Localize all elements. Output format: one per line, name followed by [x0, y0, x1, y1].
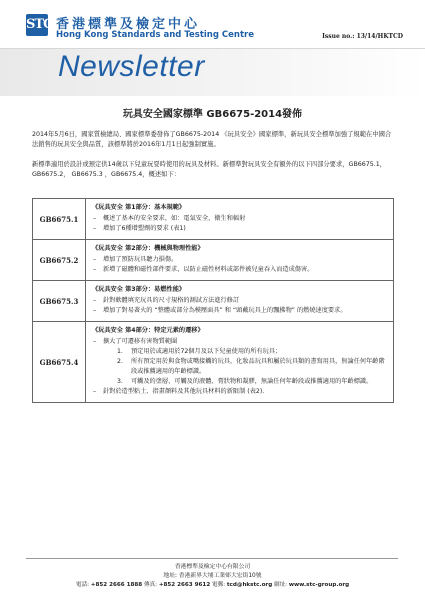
- footer-divider: [26, 558, 398, 559]
- banner-divider: [0, 48, 425, 49]
- sub-item-text: 可觸及的塗層、可觸及的液體、膏狀物和凝膠，無論任何年齡段或推薦適用的年齡標識。: [131, 378, 373, 385]
- standard-description: [86, 281, 394, 322]
- standard-code: GB6675.2: [33, 240, 86, 281]
- intro-paragraph: 新標準適用於設計或預定供14歲以下兒童玩耍時使用的玩具及材料。新標準對玩具安全有額外的以下四部分要求，GB6675.1，GB6675.2， GB6675.3 ，GB6675.4，概述如下：: [32, 161, 387, 178]
- fax-number: +852 2663 9612: [158, 582, 211, 588]
- standard-description: [86, 240, 394, 281]
- sub-list-item: [117, 347, 387, 357]
- sub-item-number: 3.: [117, 378, 123, 385]
- requirement-list: [92, 255, 387, 275]
- list-item: – 新增了磁體和磁性部件要求，以防止磁性材料或部件被兒童吞入而造成傷害。: [92, 265, 387, 275]
- sub-item-number: 2.: [117, 358, 123, 365]
- section-title: 《玩具安全 第1部分：基本規範》: [92, 204, 186, 211]
- sub-list-item: [117, 357, 387, 377]
- sub-item-number: 1.: [117, 348, 123, 355]
- footer-company: 香港標準及檢定中心有限公司: [174, 564, 251, 570]
- web-link[interactable]: www.stc-group.org: [288, 582, 350, 588]
- email-label: 電郵:: [212, 582, 226, 588]
- issue-number: Issue no.: 13/14/HKTCD: [322, 33, 403, 40]
- list-item: – 針對於造型粘土、指畫顏料及其他玩具材料的新限制 (表2).: [92, 387, 387, 397]
- standard-description: [86, 199, 394, 240]
- footer-address: 地址: 香港新界大埔工業邨大宏街10號: [163, 573, 262, 579]
- section-title: 《玩具安全 第3部分：易燃性能》: [92, 286, 186, 293]
- requirement-list: [92, 337, 387, 397]
- section-title: 《玩具安全 第2部分：機械與物理性能》: [92, 245, 204, 252]
- list-item: [92, 337, 387, 387]
- sub-list: [103, 347, 387, 387]
- table-row: [33, 322, 394, 403]
- table-row: [33, 240, 394, 281]
- newsletter-banner: Newsletter: [58, 50, 205, 83]
- requirement-list: [92, 214, 387, 234]
- list-item: – 增加了對易著火的 “整體或部分為模壓面具” 和 “頭戴玩具上的飄拂物” 的燃燒速度要求。: [92, 306, 387, 316]
- intro-paragraph: 2014年5月6日，國家質檢總局、國家標準委發佈了GB6675-2014 《玩具安全》國家標準，新玩具安全標準加強了規範在中國合法銷售的玩具安全與品質，該標準將於2016年1月1日起強制實施。: [32, 131, 392, 148]
- list-item: – 增加了預防玩具聽力損傷。: [92, 255, 387, 265]
- standards-table: [32, 198, 394, 403]
- requirement-list: [92, 296, 387, 316]
- standard-code: GB6675.3: [33, 281, 86, 322]
- list-item-text: 擴大了可遷移有害物質範圍: [103, 338, 178, 345]
- list-item: – 增加了6種增塑劑的要求 (表1): [92, 224, 387, 234]
- article-title: 玩具安全國家標準 GB6675-2014發佈: [122, 109, 303, 120]
- stc-logo: [26, 14, 53, 36]
- table-row: [33, 199, 394, 240]
- email-link[interactable]: tcd@hkstc.org: [226, 582, 273, 588]
- standard-code: GB6675.4: [33, 322, 86, 403]
- logo-text: STC: [26, 17, 53, 32]
- table-row: [33, 281, 394, 322]
- tel-label: 電話:: [75, 582, 89, 588]
- sub-item-text: 所有預定用於與食物或嘴接觸的玩具，化妝品玩具和屬於玩具類的書寫用具，無論任何年齡階段或推薦適用的年齡標識。: [131, 358, 385, 375]
- org-name-english: Hong Kong Standards and Testing Centre: [56, 30, 254, 40]
- sub-item-text: 預定用於或適用於72個月及以下兒童使用的所有玩具；: [131, 348, 282, 355]
- org-name-chinese: 香港標準及檢定中心: [56, 17, 201, 32]
- web-label: 網址:: [273, 582, 288, 588]
- list-item: – 針對軟體填充玩具的尺寸規格的測試方法進行修訂: [92, 296, 387, 306]
- section-title: 《玩具安全 第4部分：特定元素的遷移》: [92, 327, 204, 334]
- tel-number: +852 2666 1888: [90, 582, 143, 588]
- list-item: – 概述了基本的安全要求，如：電氣安全、衛生和輻射: [92, 214, 387, 224]
- standard-code: GB6675.1: [33, 199, 86, 240]
- footer-contact: [0, 580, 425, 588]
- fax-label: 傳真:: [143, 582, 158, 588]
- sub-list-item: [117, 377, 387, 387]
- standard-description: [86, 322, 394, 403]
